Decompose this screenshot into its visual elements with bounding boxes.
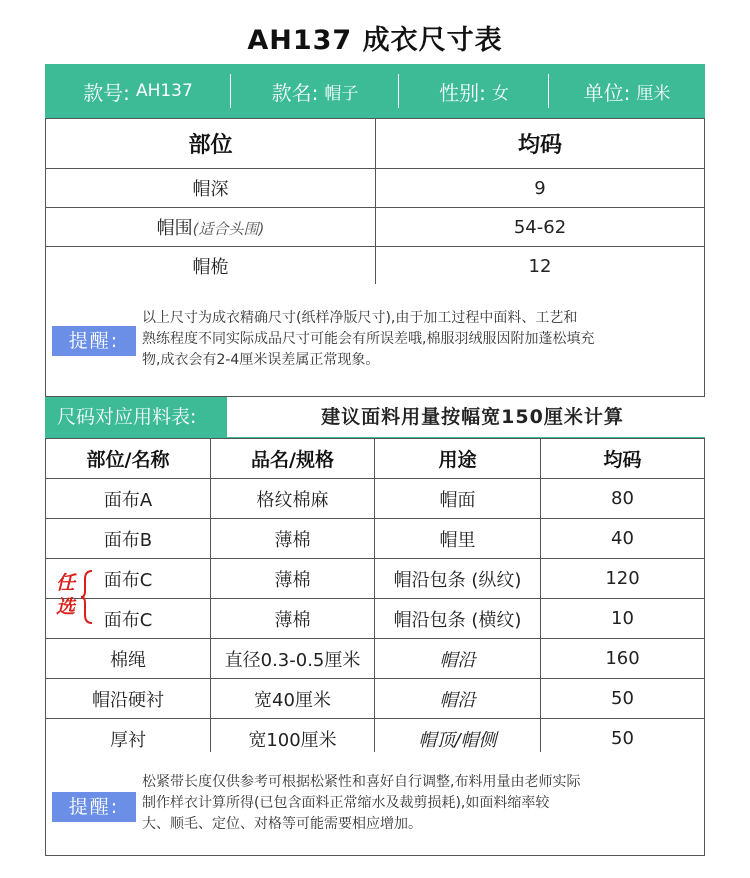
size-value: 12 <box>376 247 705 286</box>
material-part: 棉绳 <box>46 639 211 679</box>
material-table <box>45 438 705 759</box>
reminder-line: 物,成衣会有2-4厘米误差属正常现象。 <box>142 352 380 368</box>
material-header-use: 用途 <box>375 439 541 479</box>
gender-label: 性别: <box>439 80 486 105</box>
name-value: 帽子 <box>324 83 359 104</box>
table-row <box>46 679 705 719</box>
material-spec: 薄棉 <box>211 519 375 559</box>
choose-char: 选 <box>56 596 76 618</box>
size-table-header <box>46 119 705 169</box>
size-part-cell <box>46 208 376 247</box>
size-part: 帽深 <box>46 169 376 208</box>
reminder-text <box>142 308 702 371</box>
table-row <box>46 519 705 559</box>
page-title: AH137 成衣尺寸表 <box>247 25 503 56</box>
material-use: 帽顶/帽侧 <box>375 719 541 759</box>
reminder-line: 制作样衣计算所得(已包含面料正常缩水及裁剪损耗),如面料缩率较 <box>142 795 550 811</box>
style-no-cell <box>45 64 231 118</box>
material-spec: 宽40厘米 <box>211 679 375 719</box>
size-value: 54-62 <box>376 208 705 247</box>
material-spec: 薄棉 <box>211 559 375 599</box>
material-spec: 宽100厘米 <box>211 719 375 759</box>
reminder-box-1 <box>45 284 705 397</box>
gender-cell <box>399 64 549 118</box>
material-use: 帽里 <box>375 519 541 559</box>
reminder-text <box>142 772 702 835</box>
table-row <box>46 479 705 519</box>
material-part: 厚衬 <box>46 719 211 759</box>
reminder-box-2 <box>45 752 705 856</box>
material-part: 面布C <box>46 599 211 639</box>
name-cell <box>231 64 399 118</box>
size-value: 9 <box>376 169 705 208</box>
material-spec: 格纹棉麻 <box>211 479 375 519</box>
material-qty: 160 <box>541 639 705 679</box>
table-row <box>46 247 705 286</box>
material-use: 帽面 <box>375 479 541 519</box>
unit-label: 单位: <box>583 80 631 105</box>
material-part: 面布C <box>46 559 211 599</box>
material-qty: 50 <box>541 679 705 719</box>
material-qty: 120 <box>541 559 705 599</box>
material-use: 帽沿包条 (横纹) <box>375 599 541 639</box>
size-part: 帽桅 <box>46 247 376 286</box>
material-part: 面布A <box>46 479 211 519</box>
material-qty: 40 <box>541 519 705 559</box>
material-part: 面布B <box>46 519 211 559</box>
material-table-header <box>46 439 705 479</box>
style-no-value: AH137 <box>135 81 193 101</box>
size-part: 帽围 <box>156 218 193 239</box>
reminder-label: 提醒: <box>52 326 136 356</box>
material-spec: 薄棉 <box>211 599 375 639</box>
material-header-qty: 均码 <box>541 439 705 479</box>
table-row <box>46 559 705 599</box>
material-header-spec: 品名/规格 <box>211 439 375 479</box>
reminder-label: 提醒: <box>52 792 136 822</box>
style-no-label: 款号: <box>83 80 130 105</box>
table-row <box>46 169 705 208</box>
table-row <box>46 599 705 639</box>
material-qty: 10 <box>541 599 705 639</box>
table-row <box>46 208 705 247</box>
size-header-part: 部位 <box>46 119 376 169</box>
table-row <box>46 639 705 679</box>
material-section-tag: 尺码对应用料表: <box>45 397 227 437</box>
material-spec: 直径0.3-0.5厘米 <box>211 639 375 679</box>
reminder-line: 以上尺寸为成衣精确尺寸(纸样净版尺寸),由于加工过程中面料、工艺和 <box>142 310 578 326</box>
unit-value: 厘米 <box>636 83 671 104</box>
size-table <box>45 118 705 286</box>
gender-value: 女 <box>491 83 509 104</box>
material-header-part: 部位/名称 <box>46 439 211 479</box>
reminder-line: 松紧带长度仅供参考可根据松紧性和喜好自行调整,布料用量由老师实际 <box>142 774 581 790</box>
name-label: 款名: <box>271 80 319 105</box>
reminder-line: 大、顺毛、定位、对格等可能需要相应增加。 <box>142 816 422 832</box>
optional-choice-mark <box>56 571 78 619</box>
material-qty: 80 <box>541 479 705 519</box>
material-use: 帽沿 <box>375 639 541 679</box>
material-use: 帽沿 <box>375 679 541 719</box>
size-header-value: 均码 <box>376 119 705 169</box>
choice-brace-icon <box>80 569 94 625</box>
material-use: 帽沿包条 (纵纹) <box>375 559 541 599</box>
material-section-title: 建议面料用量按幅宽150厘米计算 <box>321 406 624 428</box>
material-part: 帽沿硬衬 <box>46 679 211 719</box>
info-bar <box>45 64 705 118</box>
material-qty: 50 <box>541 719 705 759</box>
reminder-line: 熟练程度不同实际成品尺寸可能会有所误差哦,棉服羽绒服因附加蓬松填充 <box>142 331 595 347</box>
unit-cell <box>549 64 705 118</box>
choose-char: 任 <box>56 572 76 594</box>
size-part-note: (适合头围) <box>192 220 265 238</box>
